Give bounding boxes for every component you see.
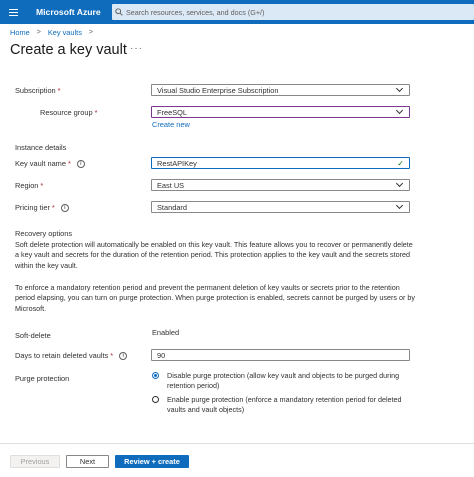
key-vault-name-label	[15, 159, 85, 168]
recovery-options-heading: Recovery options	[15, 229, 73, 238]
resource-group-label-text: Resource group	[40, 108, 93, 117]
chevron-right-icon: >	[36, 29, 41, 36]
days-to-retain-value: 90	[157, 350, 166, 360]
chevron-down-icon	[396, 107, 403, 114]
pricing-tier-value: Standard	[157, 202, 187, 212]
subscription-value: Visual Studio Enterprise Subscription	[157, 85, 279, 95]
pricing-tier-dropdown[interactable]	[151, 201, 410, 213]
days-to-retain-label-text: Days to retain deleted vaults	[15, 351, 109, 360]
required-marker: *	[40, 181, 44, 190]
next-button[interactable]: Next	[66, 455, 109, 468]
pricing-tier-label-text: Pricing tier	[15, 203, 50, 212]
required-marker: *	[67, 159, 71, 168]
key-vault-name-label-text: Key vault name	[15, 159, 66, 168]
resource-group-label	[40, 108, 97, 117]
radio-disable-purge-protection[interactable]	[152, 371, 417, 391]
subscription-label	[15, 86, 61, 95]
region-dropdown[interactable]	[151, 179, 410, 191]
more-icon[interactable]: ···	[130, 43, 143, 54]
instance-details-heading: Instance details	[15, 143, 67, 152]
key-vault-name-input[interactable]	[151, 157, 410, 169]
chevron-down-icon	[396, 180, 403, 187]
region-value: East US	[157, 180, 185, 190]
subscription-dropdown[interactable]	[151, 84, 410, 96]
required-marker: *	[51, 203, 55, 212]
breadcrumb-key-vaults[interactable]: Key vaults	[47, 28, 82, 37]
radio-selected-icon[interactable]	[152, 372, 159, 379]
resource-group-dropdown[interactable]	[151, 106, 410, 118]
soft-delete-value: Enabled	[152, 328, 180, 337]
page-title: Create a key vault	[10, 42, 127, 58]
footer-divider	[0, 443, 474, 444]
checkmark-icon: ✓	[397, 158, 404, 168]
region-label	[15, 181, 43, 190]
search-icon	[115, 8, 123, 16]
radio-disable-label: Disable purge protection (allow key vault and objects to be purged during retention period)	[167, 371, 400, 390]
days-to-retain-input[interactable]	[151, 349, 410, 361]
required-marker: *	[57, 86, 61, 95]
required-marker: *	[110, 351, 114, 360]
soft-delete-description: Soft delete protection will automatically be enabled on this key vault. This feature allows you to recover or permanently delete a key vault and secrets for the duration of the retention period. This protection applies to the key vault and the secrets stored within the key vault.	[15, 240, 413, 270]
brand-title[interactable]: Microsoft Azure	[36, 7, 101, 17]
breadcrumb	[10, 28, 100, 37]
info-icon[interactable]: i	[77, 160, 85, 168]
pricing-tier-label	[15, 203, 69, 212]
soft-delete-label: Soft-delete	[15, 331, 51, 340]
radio-enable-label: Enable purge protection (enforce a mandatory retention period for deleted vaults and vault objects)	[167, 395, 402, 414]
chevron-down-icon	[396, 202, 403, 209]
review-create-button[interactable]: Review + create	[115, 455, 189, 468]
chevron-right-icon: >	[88, 29, 94, 36]
global-search[interactable]	[112, 4, 474, 20]
breadcrumb-home[interactable]: Home	[10, 28, 30, 37]
info-icon[interactable]: i	[119, 352, 127, 360]
info-icon[interactable]: i	[61, 204, 69, 212]
days-to-retain-label	[15, 351, 127, 360]
resource-group-value: FreeSQL	[157, 107, 187, 117]
purge-protection-description: To enforce a mandatory retention period and prevent the permanent deletion of key vaults or secrets prior to the retention period elapsing, you can turn on purge protection. When purge protection is enabled, secrets cannot be purged by users or by Microsoft.	[15, 283, 415, 313]
search-input[interactable]	[123, 8, 456, 17]
radio-enable-purge-protection[interactable]	[152, 395, 417, 415]
purge-protection-label: Purge protection	[15, 374, 70, 383]
menu-icon[interactable]	[0, 0, 26, 24]
create-new-link[interactable]: Create new	[152, 120, 190, 129]
chevron-down-icon	[396, 85, 403, 92]
subscription-label-text: Subscription	[15, 86, 56, 95]
previous-button[interactable]: Previous	[10, 455, 60, 468]
required-marker: *	[94, 108, 98, 117]
radio-unselected-icon[interactable]	[152, 396, 159, 403]
region-label-text: Region	[15, 181, 39, 190]
key-vault-name-value: RestAPIKey	[157, 158, 197, 168]
